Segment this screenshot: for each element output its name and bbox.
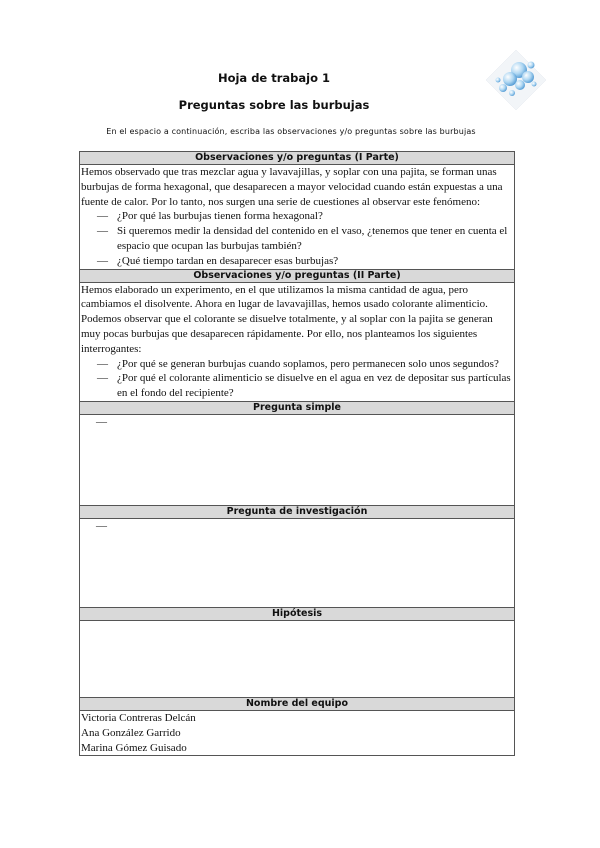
team-header: Nombre del equipo [80,697,515,710]
simple-question-field[interactable]: — [80,414,515,505]
research-question-header: Pregunta de investigación [80,505,515,518]
list-item: — ¿Por qué se generan burbujas cuando soplamos, pero permanecen solo unos segundos? [97,357,513,372]
research-question-field[interactable]: — [80,518,515,607]
list-item: — Si queremos medir la densidad del contenido en el vaso, ¿tenemos que tener en cuenta el espacio que ocupan las burbujas también? [97,224,513,254]
list-item: — ¿Por qué las burbujas tienen forma hexagonal? [97,209,513,224]
part1-questions [81,209,513,268]
worksheet-subtitle: Preguntas sobre las burbujas [178,98,370,112]
team-member-name: Victoria Contreras Delcán [81,711,196,724]
list-item: — ¿Qué tiempo tardan en desaparecer esas burbujas? [97,254,513,269]
part1-content [80,165,515,270]
team-members [80,710,515,755]
simple-question-header: Pregunta simple [80,401,515,414]
hypothesis-header: Hipótesis [80,607,515,620]
part2-content [80,282,515,401]
part2-questions [81,357,513,401]
part2-paragraph: Hemos elaborado un experimento, en el que utilizamos la misma cantidad de agua, pero cambiamos el disolvente. Ahora en lugar de lavavajillas, hemos usado colorante alimenticio. Podemos observar que el colorante se disuelve totalmente, y al soplar con la pajita se generan muy pocas burbujas que desaparecen rápidamente. Por ello, nos planteamos los siguientes interrogantes: [81,283,493,355]
part2-header: Observaciones y/o preguntas (II Parte) [80,269,515,282]
list-item: — ¿Por qué el colorante alimenticio se disuelve en el agua en vez de depositar sus partículas en el fondo del recipiente? [97,371,513,401]
instructions-text: En el espacio a continuación, escriba las observaciones y/o preguntas sobre las burbujas [106,127,476,136]
hypothesis-field[interactable] [80,620,515,697]
team-member-name: Ana González Garrido [81,726,181,739]
bubbles-icon [486,50,546,110]
worksheet-table [79,151,515,756]
part1-paragraph: Hemos observado que tras mezclar agua y lavavajillas, y soplar con una pajita, se forman unas burbujas de forma hexagonal, que desaparecen a mayor velocidad cuando están expuestas a una fuente de calor. Por lo tanto, nos surgen una serie de cuestiones al observar este fenómeno: [81,166,503,208]
team-member-name: Marina Gómez Guisado [81,741,187,754]
worksheet-title: Hoja de trabajo 1 [217,71,331,85]
part1-header: Observaciones y/o preguntas (I Parte) [80,152,515,165]
